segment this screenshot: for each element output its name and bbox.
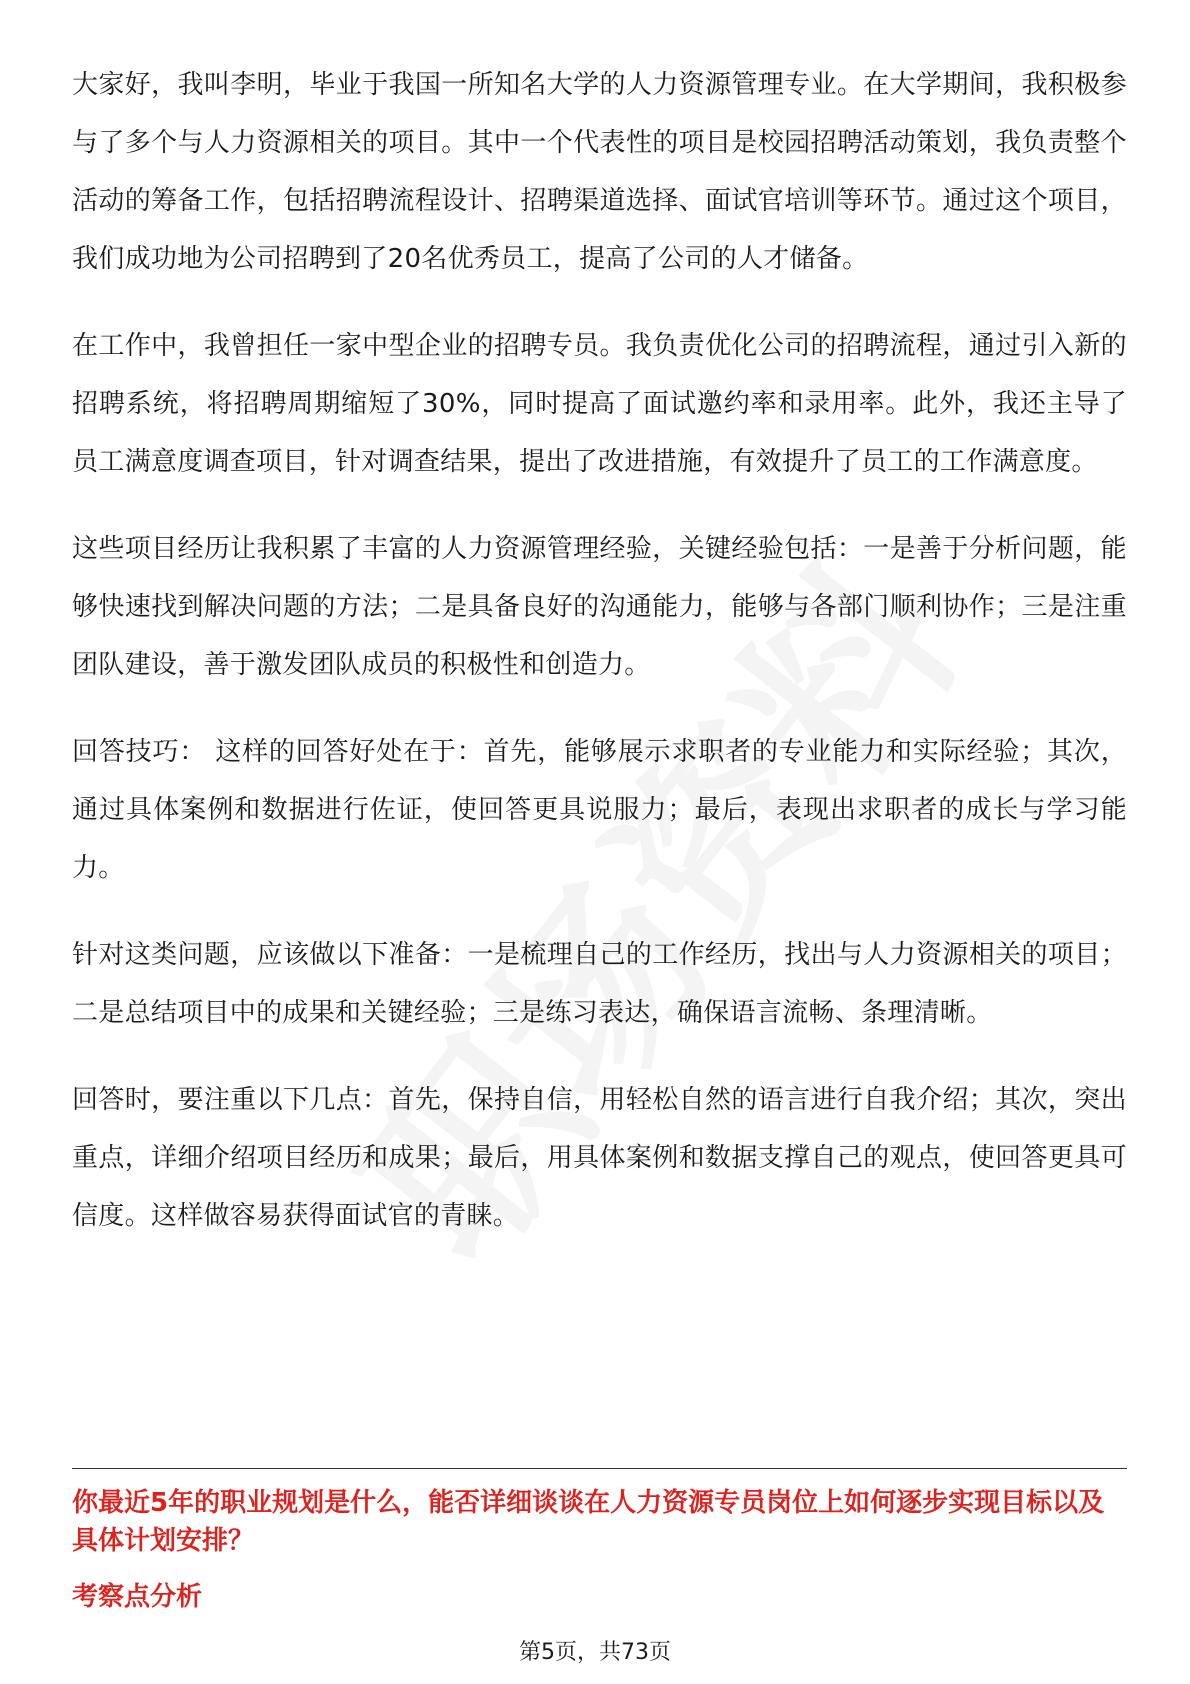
page-number: 第5页，共73页	[519, 1640, 671, 1665]
section-divider	[72, 1468, 1127, 1469]
paragraph-self-intro: 大家好，我叫李明，毕业于我国一所知名大学的人力资源管理专业。在大学期间，我积极参与了多个与人力资源相关的项目。其中一个代表性的项目是校园招聘活动策划，我负责整个活动的筹备工作，包括招聘流程设计、招聘渠道选择、面试官培训等环节。通过这个项目，我们成功地为公司招聘到了20名优秀员工，提高了公司的人才储备。	[72, 70, 1127, 274]
paragraph-preparation: 针对这类问题，应该做以下准备：一是梳理自己的工作经历，找出与人力资源相关的项目；二是总结项目中的成果和关键经验；三是练习表达，确保语言流畅、条理清晰。	[72, 940, 1127, 1028]
paragraph-work-experience: 在工作中，我曾担任一家中型企业的招聘专员。我负责优化公司的招聘流程，通过引入新的招聘系统，将招聘周期缩短了30%，同时提高了面试邀约率和录用率。此外，我还主导了员工满意度调查项目，针对调查结果，提出了改进措施，有效提升了员工的工作满意度。	[72, 331, 1127, 477]
paragraph-answer-tips: 回答技巧： 这样的回答好处在于：首先，能够展示求职者的专业能力和实际经验；其次，通过具体案例和数据进行佐证，使回答更具说服力；最后，表现出求职者的成长与学习能力。	[72, 737, 1127, 883]
analysis-heading: 考察点分析	[72, 1582, 203, 1612]
next-question-heading: 你最近5年的职业规划是什么，能否详细谈谈在人力资源专员岗位上如何逐步实现目标以及具体计划安排？	[72, 1488, 1105, 1556]
body-content	[72, 56, 1127, 1274]
paragraph-answer-points: 回答时，要注重以下几点：首先，保持自信，用轻松自然的语言进行自我介绍；其次，突出重点，详细介绍项目经历和成果；最后，用具体案例和数据支撑自己的观点，使回答更具可信度。这样做容易获得面试官的青睐。	[72, 1085, 1127, 1231]
paragraph-key-experience: 这些项目经历让我积累了丰富的人力资源管理经验，关键经验包括：一是善于分析问题，能够快速找到解决问题的方法；二是具备良好的沟通能力，能够与各部门顺利协作；三是注重团队建设，善于激发团队成员的积极性和创造力。	[72, 534, 1127, 680]
